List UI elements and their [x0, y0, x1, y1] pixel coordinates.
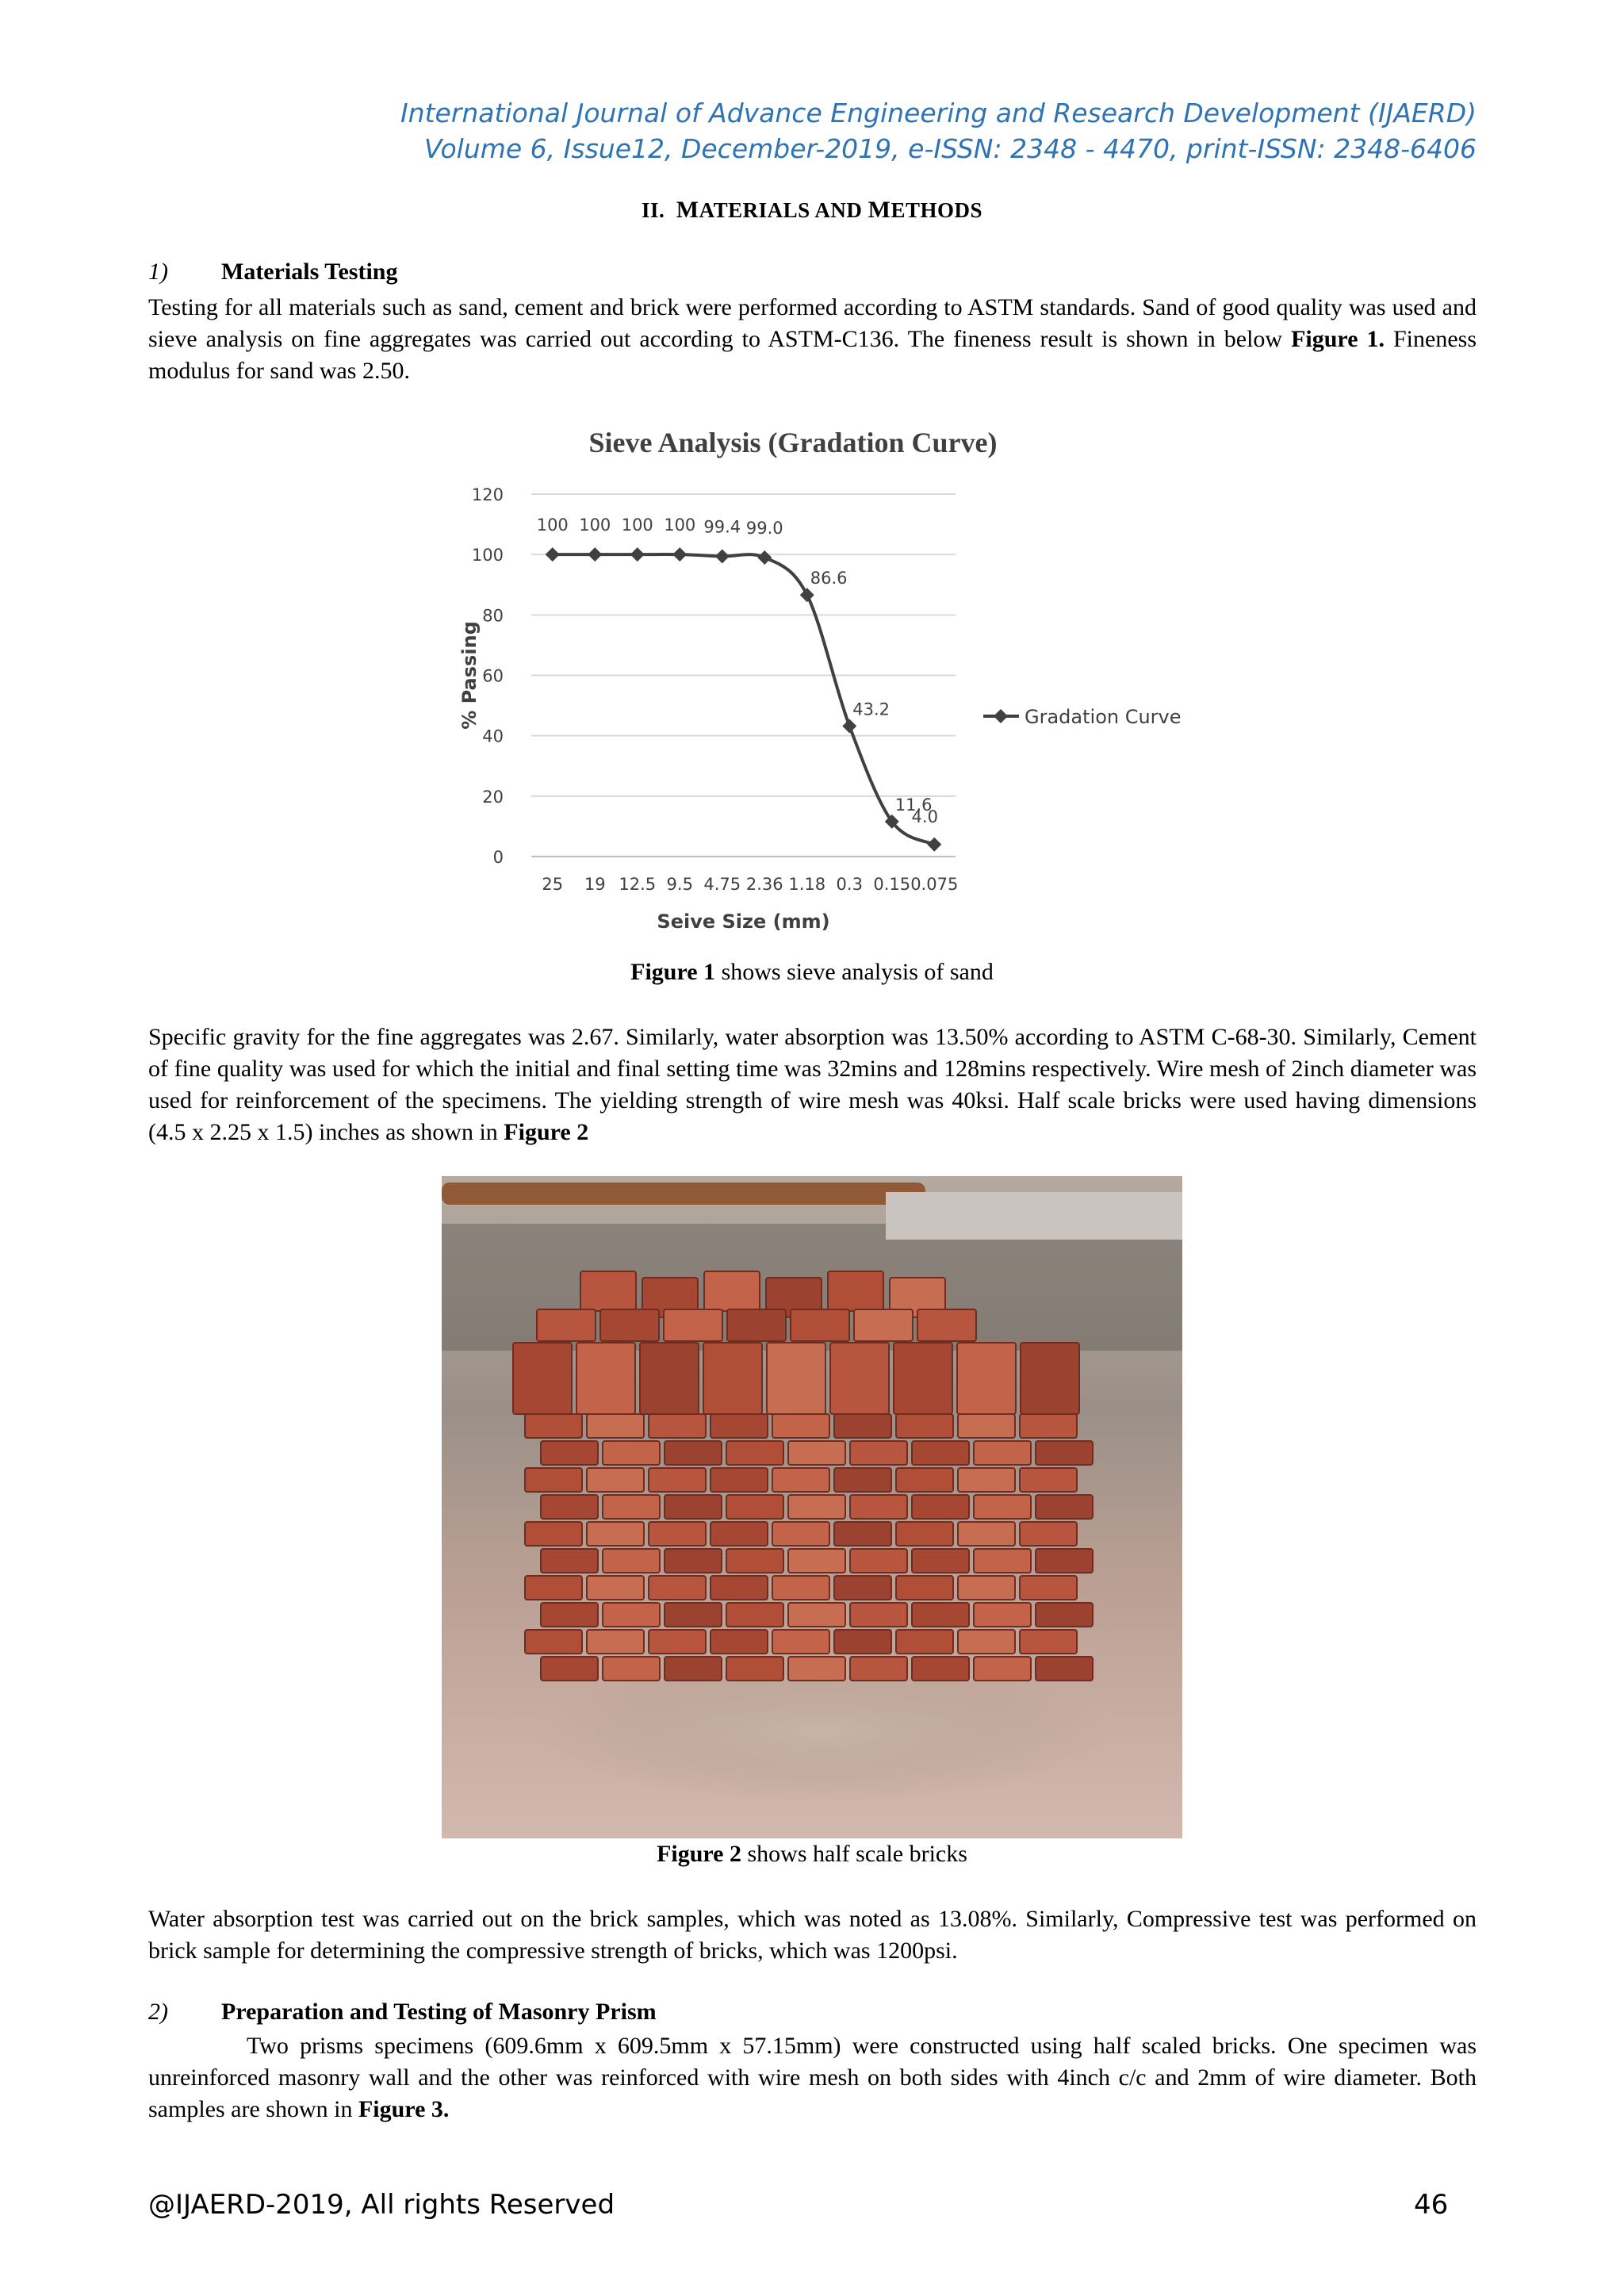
- brick: [603, 1495, 660, 1519]
- data-point: [800, 588, 814, 602]
- brick: [525, 1522, 582, 1546]
- brick: [917, 1309, 976, 1341]
- brick: [1036, 1549, 1093, 1573]
- photo-ledge: [886, 1192, 1182, 1240]
- y-axis-label: % Passing: [458, 621, 481, 730]
- brick: [772, 1522, 829, 1546]
- brick: [640, 1343, 699, 1414]
- x-tick-label: 25: [542, 875, 564, 894]
- x-tick-label: 0.15: [873, 875, 911, 894]
- brick: [525, 1468, 582, 1492]
- brick: [1020, 1630, 1077, 1654]
- brick: [587, 1468, 644, 1492]
- brick: [767, 1343, 825, 1414]
- brick: [896, 1414, 953, 1438]
- brick: [664, 1309, 722, 1341]
- y-tick-label: 120: [471, 485, 504, 504]
- brick: [850, 1495, 907, 1519]
- paragraph-text: Specific gravity for the fine aggregates was 2.67. Similarly, water absorption was 13.50% according to ASTM C-68-30. Similarly, Cement of fine quality was used for which the initial and final setting time was 32mins and 128mins respectively. Wire mesh of 2inch diameter was used for reinforcement of the specimens. The yielding strength of wire mesh was 40ksi. Half scale bricks were used having dimensions (4.5 x 2.25 x 1.5) inches as shown in: [148, 1024, 1477, 1145]
- chart-data-labels: [537, 516, 938, 826]
- brick: [649, 1468, 706, 1492]
- brick: [587, 1414, 644, 1438]
- brick: [541, 1441, 598, 1465]
- data-label: 100: [664, 516, 696, 535]
- subsection-heading-2: [148, 1999, 657, 2026]
- x-tick-label: 1.18: [788, 875, 826, 894]
- brick: [834, 1630, 891, 1654]
- brick: [834, 1414, 891, 1438]
- brick: [726, 1603, 783, 1627]
- section-title-part: ETHODS: [891, 198, 983, 222]
- brick: [788, 1495, 845, 1519]
- brick: [727, 1309, 786, 1341]
- brick: [703, 1343, 762, 1414]
- x-axis-label: Seive Size (mm): [657, 910, 830, 933]
- brick: [704, 1271, 760, 1311]
- data-point: [757, 550, 772, 565]
- brick: [600, 1309, 659, 1341]
- brick: [649, 1576, 706, 1600]
- brick: [772, 1576, 829, 1600]
- brick: [1020, 1522, 1077, 1546]
- brick: [710, 1414, 768, 1438]
- half-scale-bricks-photo: [442, 1176, 1182, 1838]
- paragraph-text: Two prisms specimens (609.6mm x 609.5mm x 57.15mm) were constructed using half scaled bricks. One specimen was unreinforced masonry wall and the other was reinforced with wire mesh on both sides with 4inch c/c and 2mm of wire diameter. Both samples are shown in: [148, 2033, 1477, 2122]
- brick: [974, 1603, 1031, 1627]
- brick: [537, 1309, 596, 1341]
- legend-marker: [994, 709, 1008, 723]
- brick: [958, 1576, 1015, 1600]
- brick: [958, 1414, 1015, 1438]
- brick: [828, 1271, 883, 1311]
- figure-1-caption: [0, 959, 1624, 986]
- data-point: [715, 549, 730, 563]
- brick: [850, 1603, 907, 1627]
- brick: [649, 1522, 706, 1546]
- brick: [1020, 1414, 1077, 1438]
- data-label: 100: [579, 516, 611, 535]
- brick: [894, 1343, 952, 1414]
- x-tick-label: 9.5: [666, 875, 693, 894]
- caption-text: shows sieve analysis of sand: [715, 959, 994, 985]
- brick: [541, 1657, 598, 1681]
- data-label: 100: [621, 516, 653, 535]
- caption-figure-label: Figure 2: [657, 1841, 741, 1867]
- brick: [957, 1343, 1016, 1414]
- footer-page-number: 46: [1414, 2189, 1449, 2221]
- brick: [603, 1657, 660, 1681]
- legend-series-name: Gradation Curve: [1025, 706, 1182, 728]
- brick: [580, 1271, 636, 1311]
- brick: [1020, 1576, 1077, 1600]
- data-label: 100: [536, 516, 569, 535]
- brick: [896, 1630, 953, 1654]
- data-point: [546, 547, 560, 562]
- y-tick-label: 40: [482, 726, 504, 746]
- y-tick-label: 80: [482, 606, 504, 626]
- brick: [958, 1468, 1015, 1492]
- journal-header-line1: International Journal of Advance Engineering and Research Development (IJAERD): [400, 98, 1477, 128]
- data-label: 11.6: [894, 795, 933, 815]
- y-tick-label: 100: [471, 546, 504, 565]
- subsection-title: Materials Testing: [221, 259, 398, 285]
- brick: [896, 1576, 953, 1600]
- brick: [665, 1495, 722, 1519]
- brick: [1021, 1343, 1079, 1414]
- brick: [958, 1522, 1015, 1546]
- brick: [850, 1549, 907, 1573]
- x-tick-label: 2.36: [745, 875, 783, 894]
- brick: [791, 1309, 849, 1341]
- brick: [525, 1576, 582, 1600]
- section-title-part: ATERIALS AND: [699, 198, 868, 222]
- brick: [541, 1495, 598, 1519]
- brick: [974, 1549, 1031, 1573]
- section-number: II.: [641, 198, 665, 222]
- data-point: [672, 547, 687, 562]
- brick: [912, 1657, 969, 1681]
- journal-header: [400, 95, 1477, 167]
- brick: [854, 1309, 913, 1341]
- brick: [974, 1441, 1031, 1465]
- brick: [726, 1549, 783, 1573]
- caption-figure-label: Figure 1: [630, 959, 716, 985]
- data-label: 43.2: [852, 700, 891, 719]
- chart-x-ticks: [542, 875, 958, 894]
- photo-pipe: [442, 1182, 925, 1205]
- paragraph-text: Testing for all materials such as sand, cement and brick were performed according to ASTM standards. Sand of good quality was used and sieve analysis on fine aggregates was carried out according to ASTM-C136. The fineness result is shown in below: [148, 294, 1477, 352]
- brick: [974, 1657, 1031, 1681]
- brick: [1036, 1657, 1093, 1681]
- brick: [834, 1576, 891, 1600]
- figure-ref: Figure 3.: [358, 2096, 450, 2122]
- brick: [912, 1441, 969, 1465]
- brick: [788, 1603, 845, 1627]
- sieve-analysis-chart: [444, 424, 1189, 940]
- brick: [834, 1522, 891, 1546]
- brick: [726, 1441, 783, 1465]
- data-point: [927, 838, 941, 852]
- footer-copyright: @IJAERD-2019, All rights Reserved: [148, 2189, 615, 2221]
- data-point: [842, 719, 856, 733]
- brick: [772, 1468, 829, 1492]
- brick: [726, 1657, 783, 1681]
- brick: [772, 1414, 829, 1438]
- data-label: 99.4: [703, 517, 741, 537]
- section-title-part: M: [868, 197, 891, 223]
- x-tick-label: 19: [584, 875, 606, 894]
- brick: [1036, 1495, 1093, 1519]
- figure-ref: Figure 2: [504, 1119, 589, 1145]
- brick: [587, 1576, 644, 1600]
- brick: [603, 1441, 660, 1465]
- brick: [541, 1549, 598, 1573]
- data-point: [588, 547, 602, 562]
- x-tick-label: 0.075: [910, 875, 959, 894]
- brick: [1020, 1468, 1077, 1492]
- brick: [830, 1343, 889, 1414]
- y-tick-label: 0: [492, 848, 504, 867]
- brick: [788, 1441, 845, 1465]
- brick: [649, 1414, 706, 1438]
- brick: [665, 1549, 722, 1573]
- chart-legend: [983, 706, 1182, 728]
- subsection-heading-1: [148, 259, 398, 286]
- brick: [603, 1603, 660, 1627]
- y-tick-label: 20: [482, 787, 504, 807]
- brick: [710, 1468, 768, 1492]
- brick: [541, 1603, 598, 1627]
- paragraph-text: Water absorption test was carried out on the brick samples, which was noted as 13.08%. Similarly, Compressive test was performed on brick sample for determining the compressive strength of bricks, which was 1200psi.: [148, 1906, 1477, 1964]
- brick: [710, 1576, 768, 1600]
- brick: [772, 1630, 829, 1654]
- subsection-number: 2): [148, 1999, 168, 2025]
- data-label: 86.6: [810, 569, 848, 588]
- brick: [896, 1468, 953, 1492]
- paragraph-specific-gravity: [148, 1022, 1477, 1148]
- brick: [513, 1343, 572, 1414]
- brick: [958, 1630, 1015, 1654]
- brick: [603, 1549, 660, 1573]
- brick: [587, 1522, 644, 1546]
- data-label: 4.0: [911, 807, 938, 826]
- brick: [912, 1603, 969, 1627]
- paragraph-masonry-prism: [148, 2030, 1477, 2125]
- chart-title: Sieve Analysis (Gradation Curve): [588, 427, 998, 458]
- brick: [850, 1441, 907, 1465]
- paragraph-water-absorption: [148, 1903, 1477, 1967]
- paragraph-text: Fineness modulus for sand was 2.50.: [148, 326, 1477, 384]
- brick: [788, 1549, 845, 1573]
- data-label: 99.0: [745, 518, 783, 538]
- brick: [525, 1414, 582, 1438]
- brick: [649, 1630, 706, 1654]
- brick: [788, 1657, 845, 1681]
- brick: [710, 1522, 768, 1546]
- subsection-number: 1): [148, 259, 168, 285]
- brick: [525, 1630, 582, 1654]
- brick: [1036, 1603, 1093, 1627]
- y-tick-label: 60: [482, 666, 504, 686]
- section-heading: [0, 197, 1624, 224]
- data-point: [630, 547, 645, 562]
- brick: [1036, 1441, 1093, 1465]
- brick: [974, 1495, 1031, 1519]
- brick: [665, 1441, 722, 1465]
- x-tick-label: 12.5: [619, 875, 657, 894]
- section-title-part: M: [676, 197, 699, 223]
- brick: [710, 1630, 768, 1654]
- x-tick-label: 0.3: [836, 875, 863, 894]
- brick: [912, 1495, 969, 1519]
- caption-text: shows half scale bricks: [741, 1841, 967, 1867]
- brick: [726, 1495, 783, 1519]
- brick: [665, 1657, 722, 1681]
- figure-ref: Figure 1.: [1291, 326, 1385, 352]
- brick: [576, 1343, 635, 1414]
- x-tick-label: 4.75: [703, 875, 741, 894]
- figure-2-caption: [0, 1841, 1624, 1868]
- subsection-title: Preparation and Testing of Masonry Prism: [221, 1999, 657, 2025]
- brick: [834, 1468, 891, 1492]
- brick: [912, 1549, 969, 1573]
- brick: [587, 1630, 644, 1654]
- journal-header-line2: Volume 6, Issue12, December-2019, e-ISSN: 2348 - 4470, print-ISSN: 2348-6406: [423, 133, 1477, 164]
- paragraph-materials: [148, 292, 1477, 387]
- brick: [896, 1522, 953, 1546]
- brick: [665, 1603, 722, 1627]
- brick: [850, 1657, 907, 1681]
